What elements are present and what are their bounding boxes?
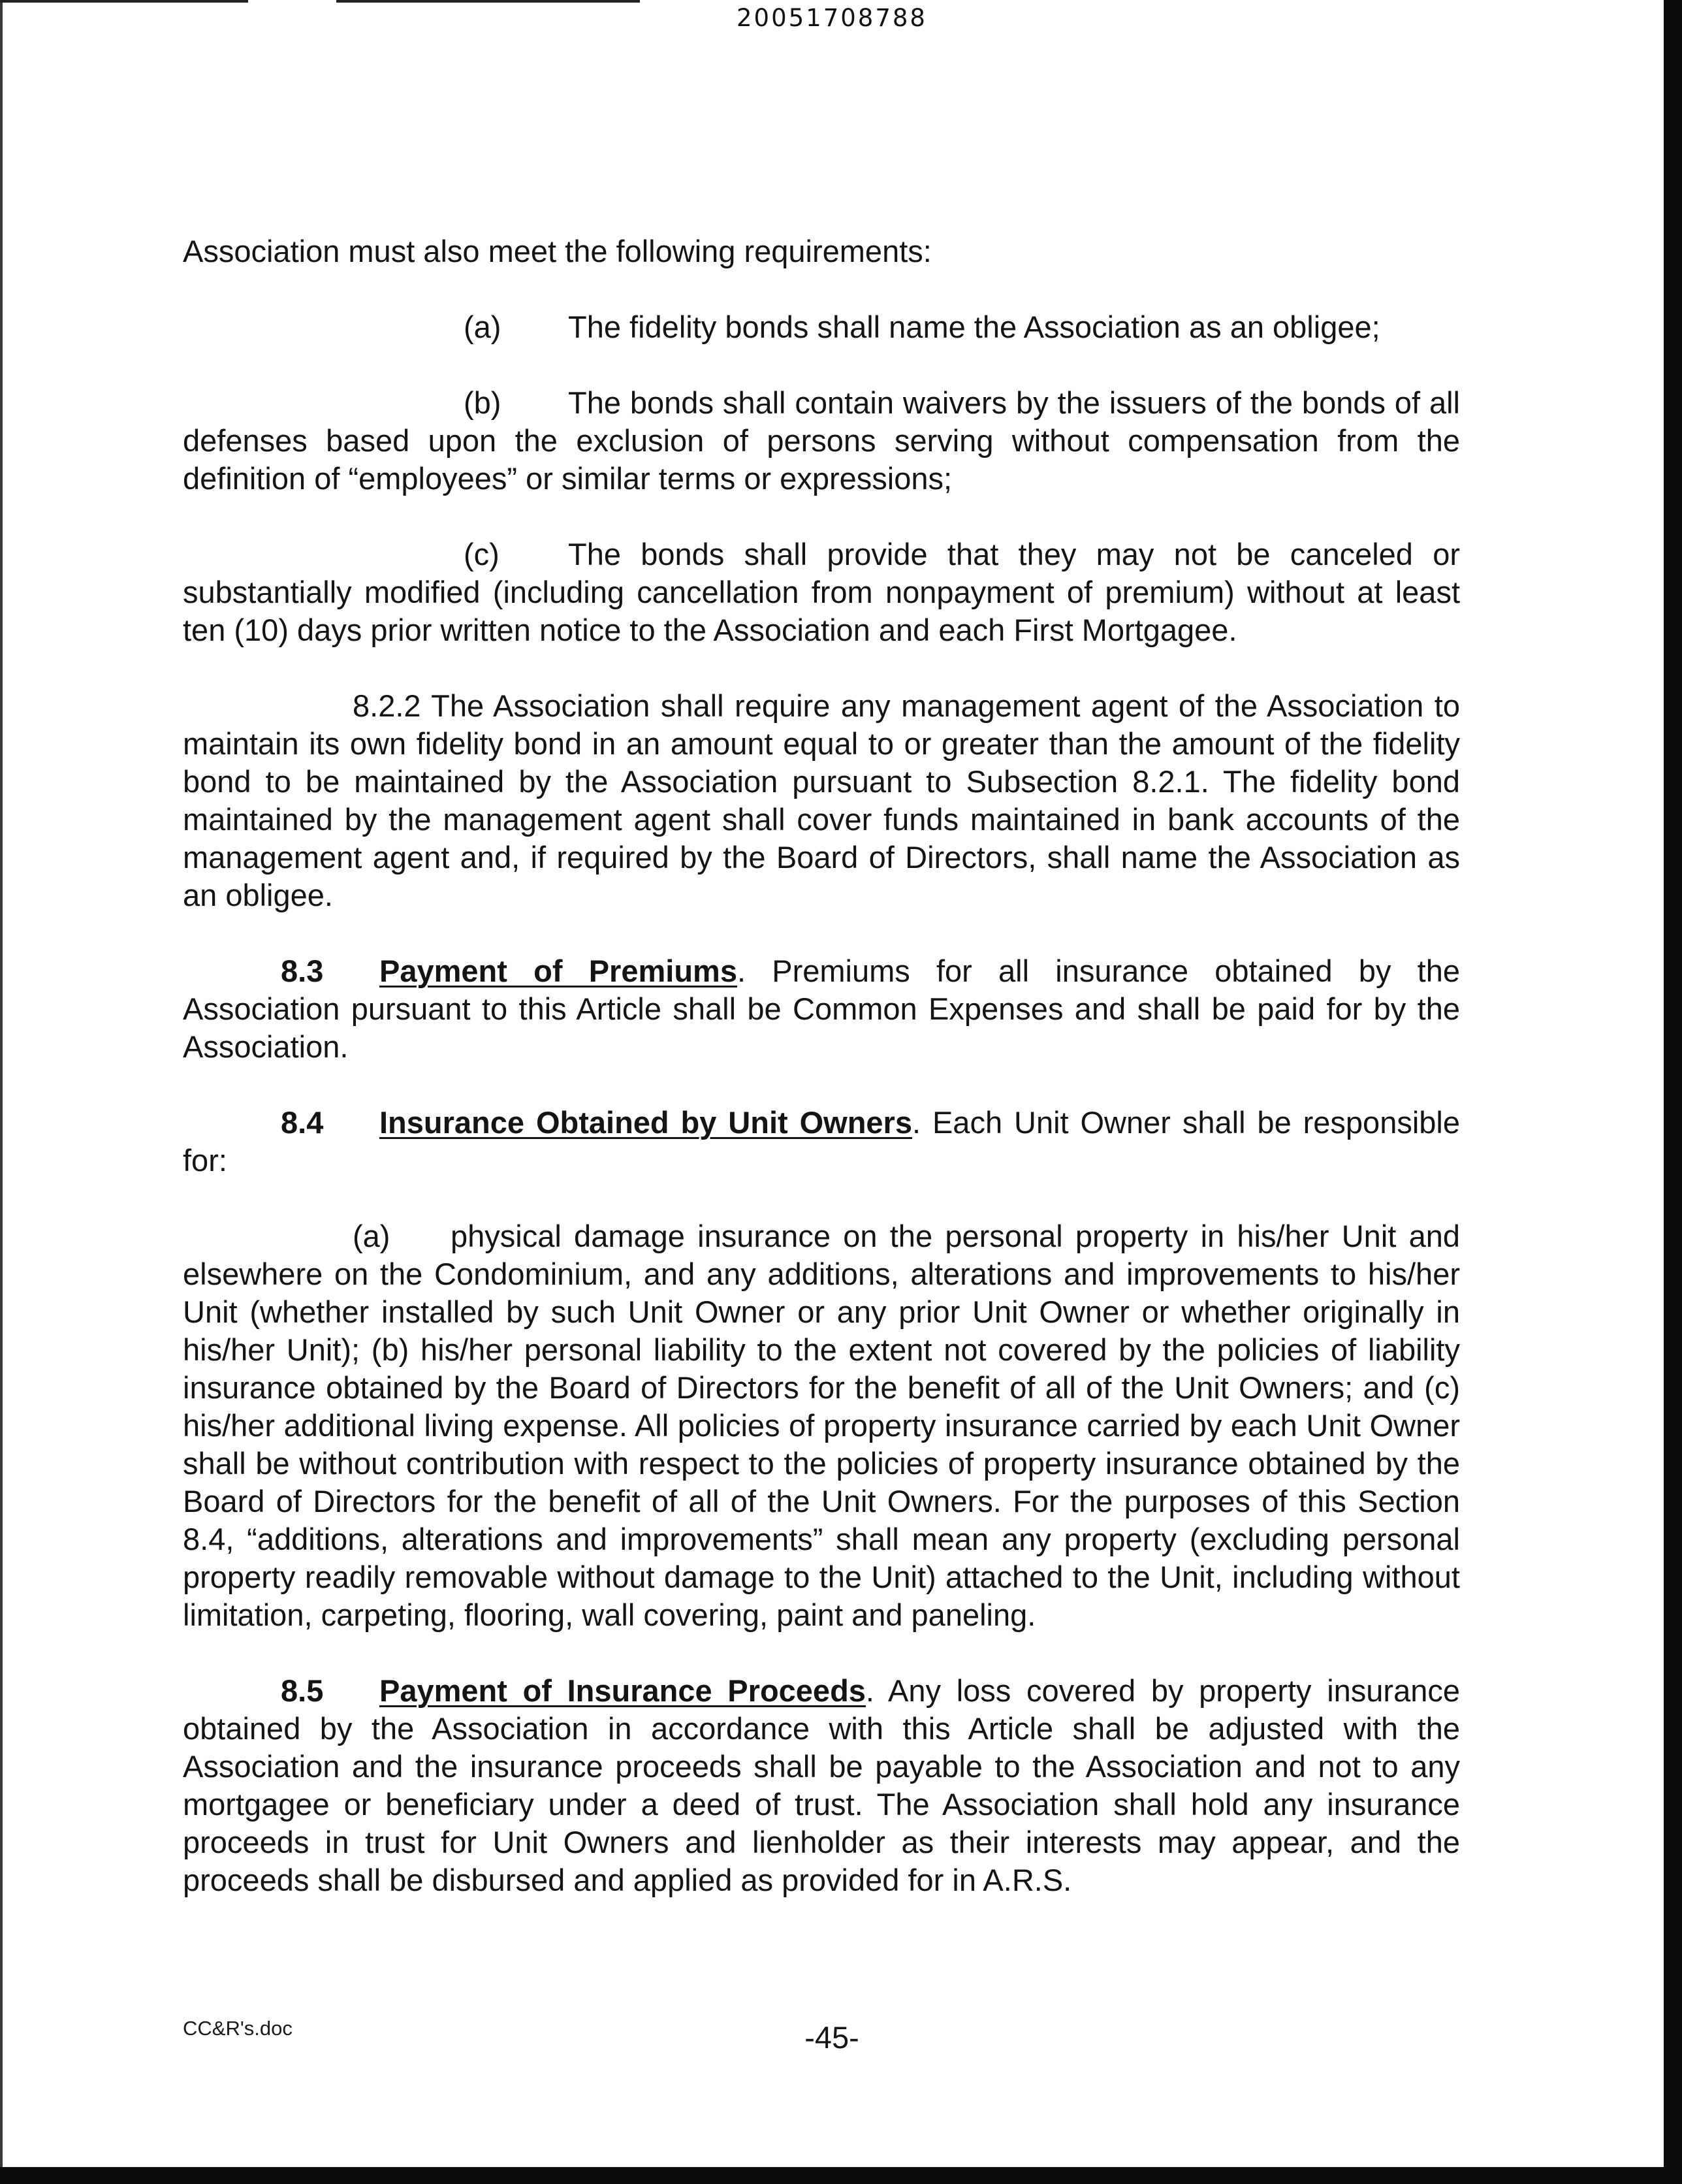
scan-top-rule [0, 0, 248, 3]
paragraph-c [183, 536, 1460, 649]
section-8-5 [183, 1672, 1460, 1899]
section-number: 8.3 [281, 954, 324, 988]
paragraph-8-4-a [183, 1217, 1460, 1634]
paragraph-text: The bonds shall contain waivers by the issuers of the bonds of all defenses based upon the exclusion of persons serving without compensation from the definition of “employees” or similar terms or expressions; [183, 385, 1460, 496]
section-title: Payment of Premiums [379, 954, 737, 988]
scan-border-bottom [0, 2167, 1682, 2184]
section-title: Insurance Obtained by Unit Owners [379, 1105, 912, 1140]
section-number: 8.4 [281, 1105, 324, 1140]
document-id: 20051708788 [737, 4, 927, 32]
item-label: (c) [464, 537, 500, 571]
scan-top-rule [336, 0, 640, 3]
page-body [183, 233, 1460, 1899]
paragraph-8-2-2: 8.2.2 The Association shall require any management agent of the Association to maintain its own fidelity bond in an amount equal to or greater than the amount of the fidelity bond to be maintained by the Association pursuant to Subsection 8.2.1. The fidelity bond maintained by the management agent shall cover funds maintained in bank accounts of the management agent and, if required by the Board of Directors, shall name the Association as an obligee. [183, 688, 1460, 912]
item-label: (a) [353, 1219, 390, 1253]
section-text: . Premiums for all insurance obtained by the Association pursuant to this Article shall be Common Expenses and shall be paid for by the Association. [183, 954, 1460, 1064]
section-text: . Any loss covered by property insurance obtained by the Association in accordance with this Article shall be adjusted with the Association and the insurance proceeds shall be payable to the Association and not to any mortgagee or beneficiary under a deed of trust. The Association shall hold any insurance proceeds in trust for Unit Owners and lienholder as their interests may appear, and the proceeds shall be disbursed and applied as provided for in A.R.S. [183, 1673, 1460, 1897]
section-text: . Each Unit Owner shall be responsible for: [183, 1105, 1460, 1178]
item-label: (a) [464, 310, 501, 344]
scan-border-left [0, 0, 3, 2168]
paragraph-b [183, 384, 1460, 498]
page-number: -45- [804, 2020, 859, 2055]
paragraph-a [183, 308, 1460, 346]
item-label: (b) [464, 385, 501, 420]
section-title: Payment of Insurance Proceeds [379, 1673, 866, 1708]
paragraph-text: The fidelity bonds shall name the Association as an obligee; [568, 310, 1380, 344]
section-8-4 [183, 1104, 1460, 1180]
scan-border-right [1664, 0, 1682, 2184]
paragraph-text: physical damage insurance on the personal property in his/her Unit and elsewhere on the Condominium, and any additions, alterations and improvements to his/her Unit (whether installed by such Unit Owner or any prior Unit Owner or whether originally in his/her Unit); (b) his/her personal liability to the extent not covered by the policies of liability insurance obtained by the Board of Directors for the benefit of all of the Unit Owners; and (c) his/her additional living expense. All policies of property insurance carried by each Unit Owner shall be without contribution with respect to the policies of property insurance obtained by the Board of Directors for the benefit of all of the Unit Owners. For the purposes of this Section 8.4, “additions, alterations and improvements” shall mean any property (excluding personal property readily removable without damage to the Unit) attached to the Unit, including without limitation, carpeting, flooring, wall covering, paint and paneling. [183, 1219, 1460, 1632]
paragraph-intro: Association must also meet the following requirements: [183, 234, 932, 268]
paragraph-text: The bonds shall provide that they may not be canceled or substantially modified (including cancellation from nonpayment of premium) without at least ten (10) days prior written notice to the Association and each First Mortgagee. [183, 537, 1460, 647]
section-8-3 [183, 952, 1460, 1066]
footer-file-name: CC&R's.doc [183, 2017, 293, 2040]
section-number: 8.5 [281, 1673, 324, 1708]
